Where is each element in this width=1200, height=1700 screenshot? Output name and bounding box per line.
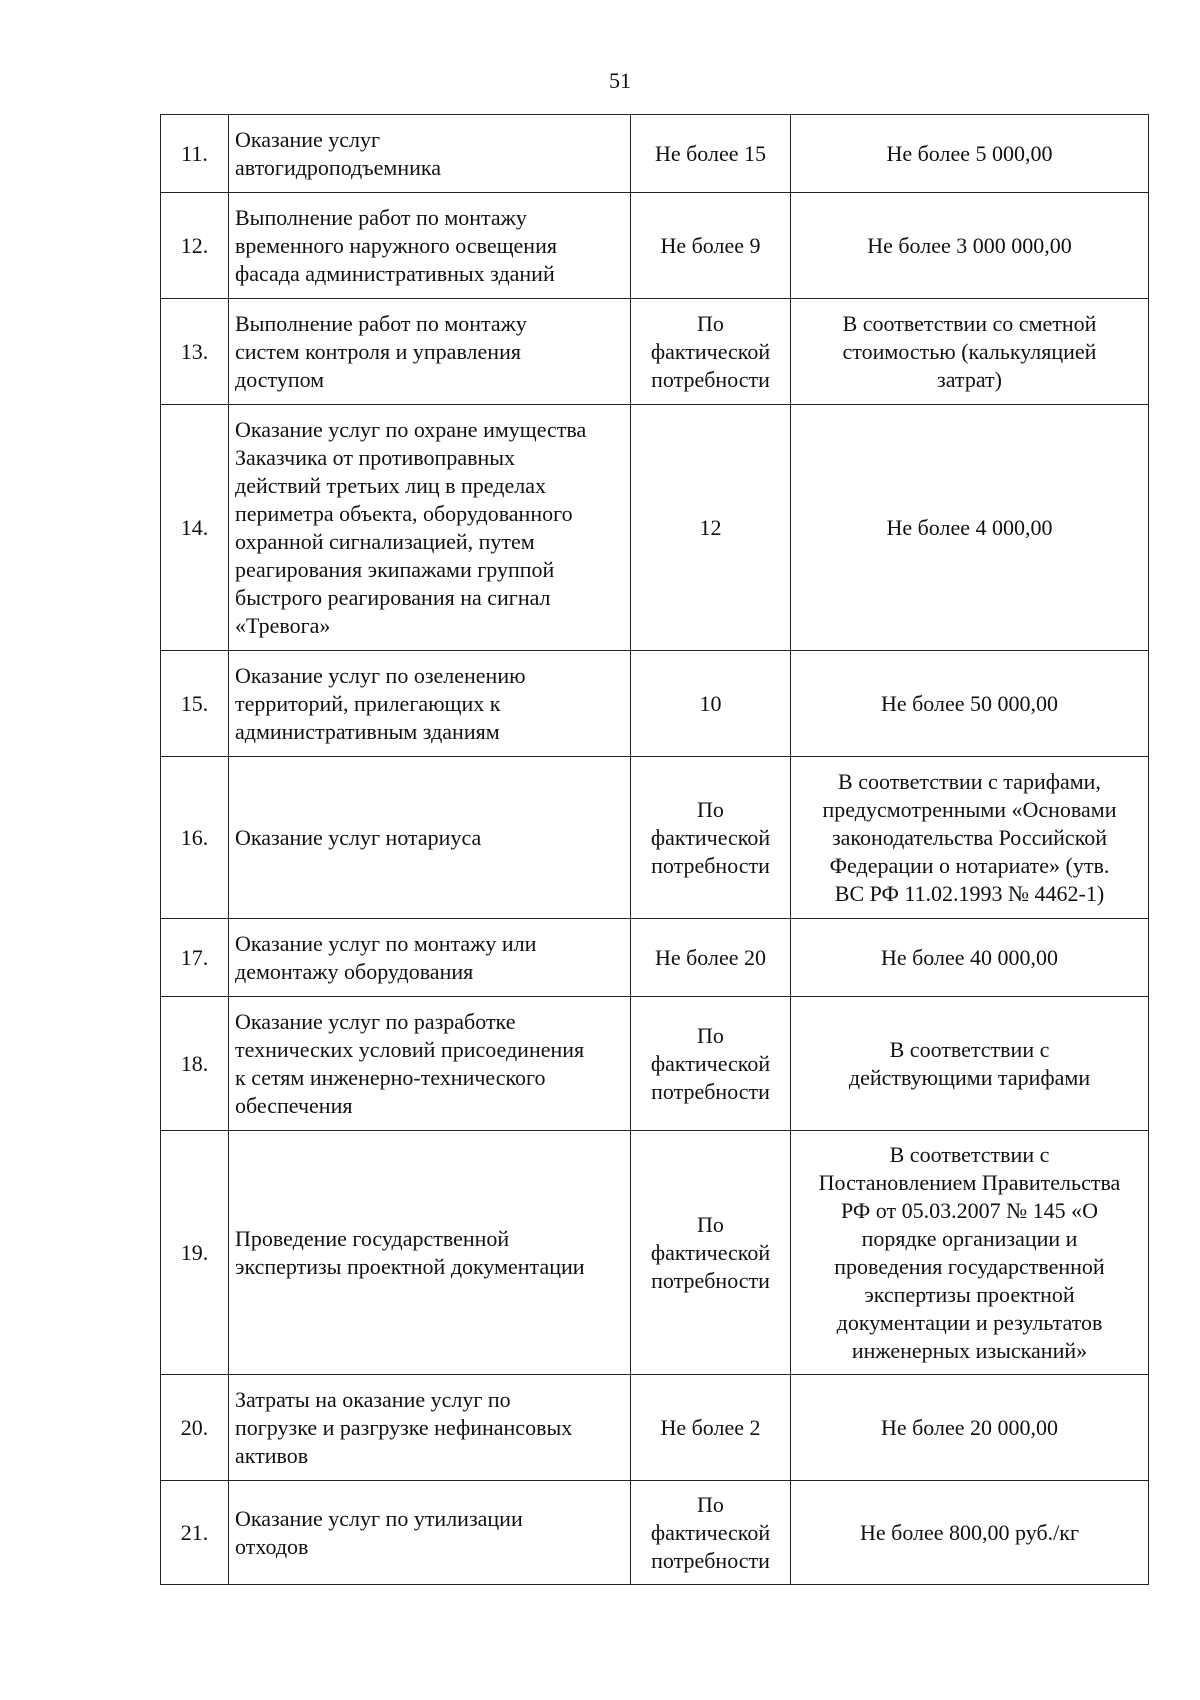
service-name-line: Оказание услуг нотариуса [235,824,482,850]
quantity [631,919,791,997]
service-name-line: активов [235,1442,309,1468]
row-number: 14. [161,405,229,651]
quantity-line: потребности [651,366,770,392]
services-table [160,114,1149,1585]
service-name-line: Оказание услуг по монтажу или [235,930,537,956]
price-limit-line: затрат) [937,366,1002,392]
service-name [229,919,631,997]
price-limit-line: Постановлением Правительства [818,1169,1121,1195]
service-name-line: автогидроподъемника [235,154,441,180]
quantity [631,997,791,1131]
service-name-line: Заказчика от противоправных [235,444,516,470]
quantity [631,193,791,299]
service-name [229,997,631,1131]
quantity-line: По [697,1491,724,1517]
quantity [631,115,791,193]
quantity-line: 12 [699,514,722,540]
service-name-line: быстрого реагирования на сигнал [235,584,551,610]
quantity-line: потребности [651,1267,770,1293]
price-limit [791,299,1149,405]
service-name-line: погрузке и разгрузке нефинансовых [235,1414,573,1440]
row-number: 20. [161,1375,229,1481]
table-row [161,1481,1149,1585]
quantity [631,405,791,651]
quantity-line: 10 [699,690,722,716]
service-name-line: Оказание услуг по разработке [235,1008,516,1034]
price-limit [791,651,1149,757]
price-limit [791,1481,1149,1585]
page-number: 51 [609,68,631,93]
service-name [229,651,631,757]
service-name-line: Выполнение работ по монтажу [235,310,527,336]
service-name [229,757,631,919]
table-row [161,1375,1149,1481]
quantity-line: Не более 20 [654,944,767,970]
price-limit-line: Не более 5 000,00 [886,140,1053,166]
service-name [229,115,631,193]
quantity [631,651,791,757]
service-name-line: к сетям инженерно-технического [235,1064,546,1090]
service-name [229,299,631,405]
price-limit-line: действующими тарифами [848,1064,1091,1090]
price-limit-line: законодательства Российской [831,824,1108,850]
service-name-line: действий третьих лиц в пределах [235,472,546,498]
row-number: 18. [161,997,229,1131]
service-name-line: систем контроля и управления [235,338,521,364]
row-number: 17. [161,919,229,997]
quantity-line: фактической [650,1050,771,1076]
service-name [229,405,631,651]
quantity-line: фактической [650,1519,771,1545]
price-limit-line: предусмотренными «Основами [822,796,1117,822]
price-limit [791,997,1149,1131]
service-name-line: Проведение государственной [235,1225,510,1251]
service-name-line: Выполнение работ по монтажу [235,204,527,230]
quantity-line: Не более 15 [654,140,767,166]
service-name-line: Затраты на оказание услуг по [235,1386,511,1412]
service-name-line: отходов [235,1533,309,1559]
price-limit-line: РФ от 05.03.2007 № 145 «О [841,1197,1098,1223]
price-limit [791,115,1149,193]
price-limit [791,919,1149,997]
quantity [631,1481,791,1585]
service-name [229,1131,631,1375]
price-limit [791,405,1149,651]
service-name-line: временного наружного освещения [235,232,557,258]
service-name-line: Оказание услуг по утилизации [235,1505,523,1531]
service-name-line: административным зданиям [235,718,500,744]
quantity-line: По [697,1211,724,1237]
price-limit-line: порядке организации и [861,1225,1078,1251]
price-limit-line: Не более 800,00 руб./кг [859,1519,1079,1545]
table-row [161,193,1149,299]
table-row [161,919,1149,997]
price-limit-line: В соответствии с [889,1036,1050,1062]
price-limit-line: В соответствии со сметной [842,310,1097,336]
service-name [229,1375,631,1481]
price-limit [791,757,1149,919]
price-limit-line: документации и результатов [836,1309,1103,1335]
quantity [631,1131,791,1375]
service-name-line: «Тревога» [235,612,331,638]
quantity-line: потребности [651,852,770,878]
row-number: 16. [161,757,229,919]
price-limit-line: Федерации о нотариате» (утв. [829,852,1110,878]
price-limit [791,193,1149,299]
row-number: 12. [161,193,229,299]
service-name [229,193,631,299]
quantity [631,757,791,919]
quantity-line: Не более 9 [660,232,761,258]
quantity-line: По [697,796,724,822]
quantity [631,1375,791,1481]
table-row [161,997,1149,1131]
service-name-line: доступом [235,366,325,392]
table-row [161,651,1149,757]
table-row [161,299,1149,405]
service-name-line: технических условий присоединения [235,1036,585,1062]
service-name-line: реагирования экипажами группой [235,556,555,582]
quantity-line: фактической [650,824,771,850]
quantity-line: По [697,1022,724,1048]
quantity-line: фактической [650,1239,771,1265]
service-name-line: Оказание услуг по охране имущества [235,416,587,442]
table-row [161,115,1149,193]
service-name-line: периметра объекта, оборудованного [235,500,573,526]
price-limit-line: Не более 4 000,00 [886,514,1053,540]
price-limit-line: проведения государственной [834,1253,1105,1279]
row-number: 11. [161,115,229,193]
quantity-line: Не более 2 [660,1414,761,1440]
table-row [161,405,1149,651]
price-limit-line: Не более 40 000,00 [880,944,1059,970]
price-limit [791,1375,1149,1481]
price-limit-line: Не более 20 000,00 [880,1414,1059,1440]
service-name-line: экспертизы проектной документации [235,1253,585,1279]
quantity-line: потребности [651,1547,770,1573]
quantity [631,299,791,405]
price-limit-line: стоимостью (калькуляцией [842,338,1097,364]
row-number: 19. [161,1131,229,1375]
price-limit-line: Не более 3 000 000,00 [867,232,1072,258]
row-number: 21. [161,1481,229,1585]
price-limit-line: инженерных изысканий» [851,1337,1088,1363]
row-number: 15. [161,651,229,757]
table-row [161,1131,1149,1375]
quantity-line: По [697,310,724,336]
price-limit-line: В соответствии с [889,1141,1050,1167]
service-name-line: обеспечения [235,1092,353,1118]
service-name-line: фасада административных зданий [235,260,555,286]
price-limit-line: В соответствии с тарифами, [838,768,1101,794]
table-row [161,757,1149,919]
row-number: 13. [161,299,229,405]
service-name-line: территорий, прилегающих к [235,690,501,716]
service-name-line: охранной сигнализацией, путем [235,528,535,554]
service-name-line: Оказание услуг [235,126,381,152]
service-name-line: демонтажу оборудования [235,958,474,984]
quantity-line: потребности [651,1078,770,1104]
service-name-line: Оказание услуг по озеленению [235,662,526,688]
price-limit-line: ВС РФ 11.02.1993 № 4462-1) [834,880,1105,906]
price-limit-line: экспертизы проектной [864,1281,1075,1307]
price-limit [791,1131,1149,1375]
quantity-line: фактической [650,338,771,364]
price-limit-line: Не более 50 000,00 [880,690,1059,716]
service-name [229,1481,631,1585]
